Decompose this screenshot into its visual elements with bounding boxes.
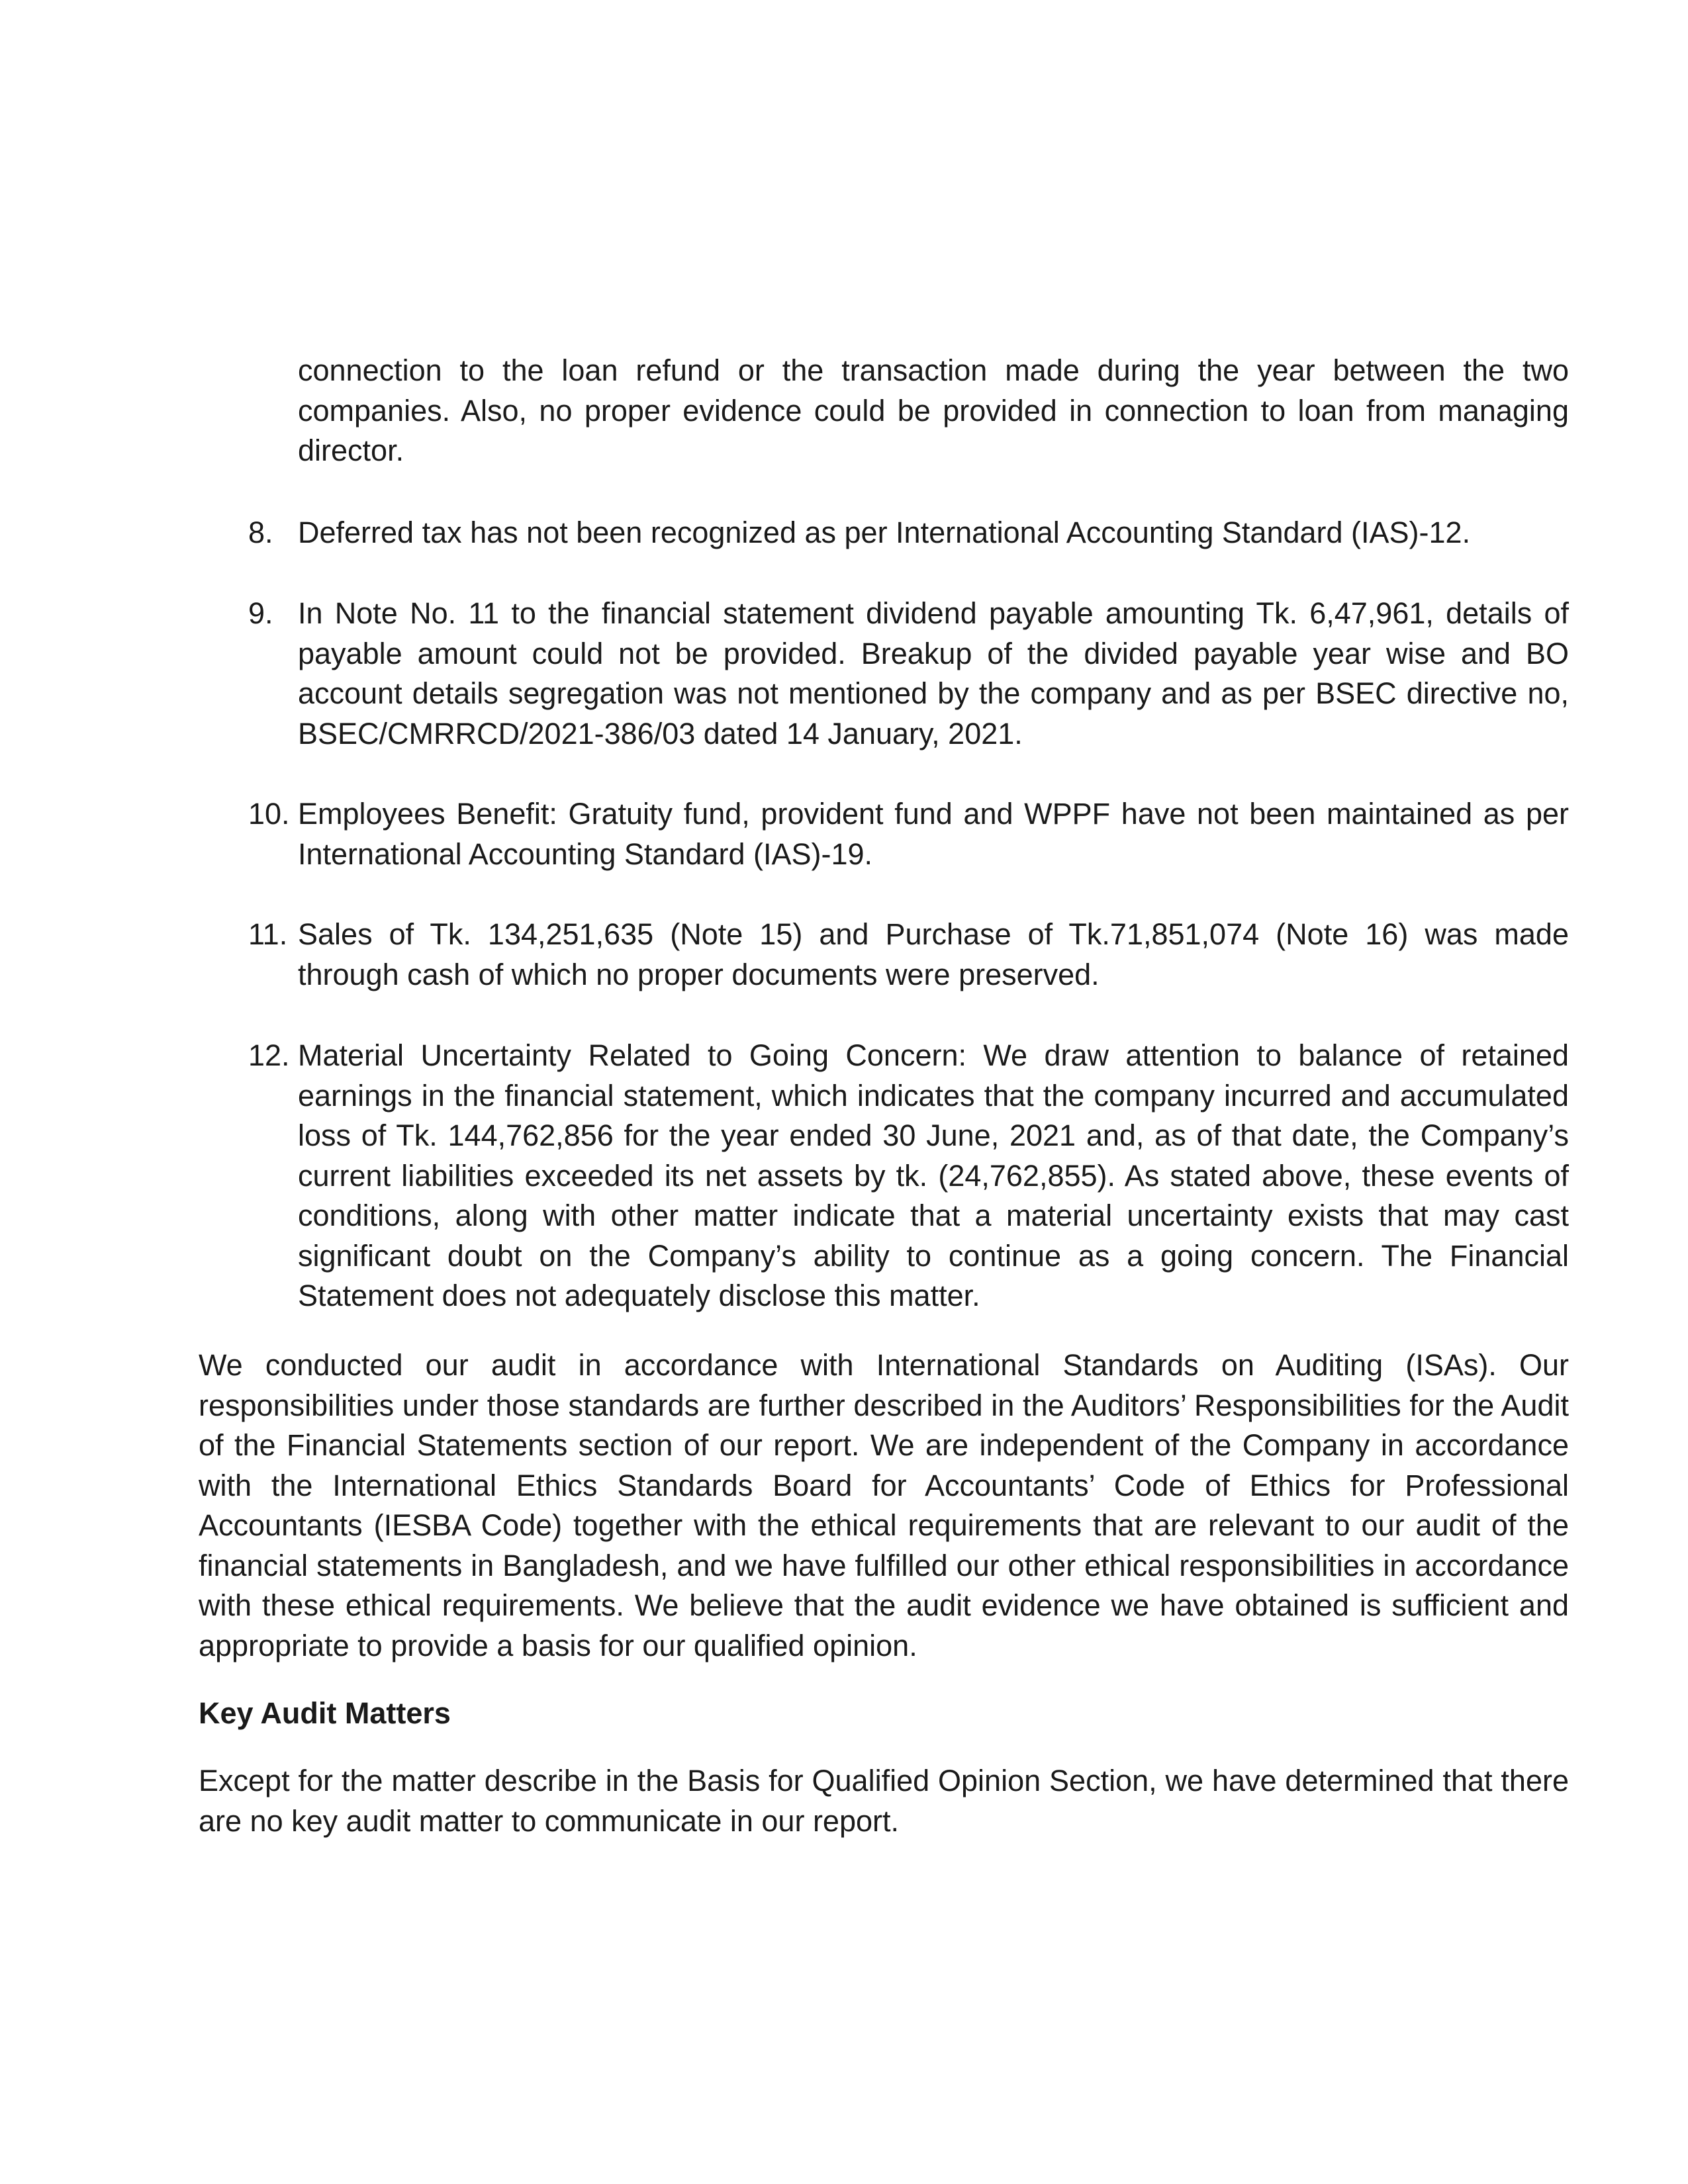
list-item-number: 12. (248, 1038, 290, 1072)
key-audit-matters-paragraph: Except for the matter describe in the Basis for Qualified Opinion Section, we have determined that there are no key audit matter to communicate in our report. (199, 1764, 1569, 1838)
list-item-text: Employees Benefit: Gratuity fund, provident fund and WPPF have not been maintained as per International Accounting Standard (IAS)-19. (298, 797, 1569, 871)
list-item-number: 10. (248, 797, 290, 831)
list-item-text: Sales of Tk. 134,251,635 (Note 15) and Purchase of Tk.71,851,074 (Note 16) was made through cash of which no proper documents were preserved. (298, 917, 1569, 991)
list-item-12 (248, 1036, 1569, 1316)
list-item-10 (248, 794, 1569, 874)
continuation-paragraph: connection to the loan refund or the transaction made during the year between the two companies. Also, no proper evidence could be provided in connection to loan from managing director. (298, 353, 1569, 467)
list-item-number: 11. (248, 917, 288, 951)
list-item-text: Deferred tax has not been recognized as per International Accounting Standard (IAS)-12. (298, 516, 1471, 549)
list-item-number: 8. (248, 516, 273, 549)
list-item-number: 9. (248, 596, 273, 630)
section-heading-key-audit-matters: Key Audit Matters (199, 1696, 451, 1730)
basis-paragraph: We conducted our audit in accordance with International Standards on Auditing (ISAs). Our responsibilities under those standards are further described in the Auditors’ Responsibilities for the Audit of the Financial Statements section of our report. We are independent of the Company in accordance with the International Ethics Standards Board for Accountants’ Code of Ethics for Professional Accountants (IESBA Code) together with the ethical requirements that are relevant to our audit of the financial statements in Bangladesh, and we have fulfilled our other ethical responsibilities in accordance with these ethical requirements. We believe that the audit evidence we have obtained is sufficient and appropriate to provide a basis for our qualified opinion. (199, 1348, 1569, 1662)
list-item-8 (248, 513, 1569, 553)
list-item-11 (248, 915, 1569, 995)
list-item-text: Material Uncertainty Related to Going Concern: We draw attention to balance of retained earnings in the financial statement, which indicates that the company incurred and accumulated loss of Tk. 144,762,856 for the year ended 30 June, 2021 and, as of that date, the Company’s current liabilities exceeded its net assets by tk. (24,762,855). As stated above, these events of conditions, along with other matter indicate that a material uncertainty exists that may cast significant doubt on the Company’s ability to continue as a going concern. The Financial Statement does not adequately disclose this matter. (298, 1038, 1569, 1312)
list-item-9 (248, 594, 1569, 754)
list-item-text: In Note No. 11 to the financial statement dividend payable amounting Tk. 6,47,961, details of payable amount could not be provided. Breakup of the divided payable year wise and BO account details segregation was not mentioned by the company and as per BSEC directive no, BSEC/CMRRCD/2021-386/03 dated 14 January, 2021. (298, 596, 1569, 751)
